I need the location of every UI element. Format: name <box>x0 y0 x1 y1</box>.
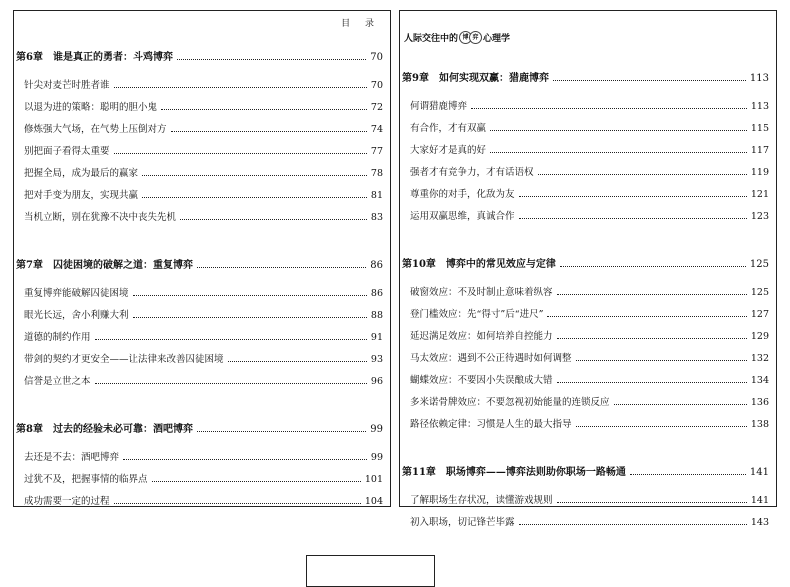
entry-title: 大家好才是真的好 <box>410 145 487 156</box>
entry-title: 带剑的契约才更安全——让法律来改善囚徒困境 <box>24 354 224 365</box>
entry-title: 把握全局，成为最后的赢家 <box>24 168 139 179</box>
toc-entry-row <box>14 466 390 488</box>
entry-title: 别把面子看得太重要 <box>24 146 110 157</box>
page-number: 70 <box>370 52 383 63</box>
entry-title: 眼光长远，舍小利赚大利 <box>24 310 129 321</box>
dot-leader <box>576 360 747 361</box>
dot-leader <box>197 431 366 432</box>
toc-entry-row <box>14 182 390 204</box>
entry-title: 去还是不去：酒吧博弈 <box>24 452 120 463</box>
entry-title: 当机立断，别在犹豫不决中丧失先机 <box>24 212 177 223</box>
page-number: 121 <box>750 189 769 200</box>
page-number: 72 <box>370 102 383 113</box>
entry-title: 修炼强大气场，在气势上压倒对方 <box>24 124 167 135</box>
toc-entry-row <box>400 115 776 137</box>
toc-entry-row <box>14 94 390 116</box>
page-number: 83 <box>370 212 383 223</box>
dot-leader <box>114 87 367 88</box>
dot-leader <box>133 317 367 318</box>
toc-chapter-row <box>14 416 390 438</box>
dot-leader <box>557 502 747 503</box>
book-title-suffix: 心理学 <box>483 34 511 44</box>
dot-leader <box>114 503 361 504</box>
toc-entry-row <box>14 160 390 182</box>
toc-entry-row <box>400 301 776 323</box>
entry-title: 强者才有竞争力，才有话语权 <box>410 167 534 178</box>
dot-leader <box>114 153 367 154</box>
dot-leader <box>547 316 746 317</box>
chapter-title: 第9章 如何实现双赢：猎鹿博弈 <box>402 73 549 84</box>
entry-title: 把对手变为朋友，实现共赢 <box>24 190 139 201</box>
left-page <box>13 10 391 507</box>
toc-entry-row <box>400 181 776 203</box>
circle-glyph: 博 <box>459 31 472 44</box>
toc-entry-row <box>14 302 390 324</box>
toc-entry-row <box>14 280 390 302</box>
right-page <box>399 10 777 528</box>
dot-leader <box>228 361 367 362</box>
entry-title: 何谓猎鹿博弈 <box>410 101 468 112</box>
page-number: 125 <box>750 287 769 298</box>
toc-entry-row <box>14 444 390 466</box>
page-number: 123 <box>750 211 769 222</box>
page-number: 113 <box>749 73 769 84</box>
toc-entry-row <box>400 487 776 509</box>
page-number: 88 <box>370 310 383 321</box>
chapter-title: 第11章 职场博弈——博弈法则助你职场一路畅通 <box>402 467 626 478</box>
page-number: 104 <box>364 496 383 507</box>
toc-entry-row <box>400 389 776 411</box>
dot-leader <box>180 219 367 220</box>
toc-entry-row <box>14 116 390 138</box>
toc-entry-row <box>400 93 776 115</box>
dot-leader <box>171 131 367 132</box>
toc-entry-row <box>400 509 776 531</box>
page-number: 119 <box>750 167 769 178</box>
dot-leader <box>614 404 747 405</box>
dot-leader <box>519 524 747 525</box>
dot-leader <box>197 267 366 268</box>
toc-chapter-row <box>400 251 776 273</box>
toc-entry-row <box>400 159 776 181</box>
entry-title: 过犹不及，把握事情的临界点 <box>24 474 148 485</box>
page-number: 91 <box>370 332 383 343</box>
toc-header: 目 录 <box>341 19 380 29</box>
dot-leader <box>557 338 747 339</box>
page-number: 99 <box>370 452 383 463</box>
page-number: 101 <box>364 474 383 485</box>
dot-leader <box>95 339 367 340</box>
book-title-prefix: 人际交往中的 <box>404 34 459 44</box>
page-number: 70 <box>370 80 383 91</box>
entry-title: 多米诺骨牌效应：不要忽视初始能量的连锁反应 <box>410 397 610 408</box>
page-number: 86 <box>370 288 383 299</box>
dot-leader <box>490 152 747 153</box>
page-number: 127 <box>750 309 769 320</box>
book-title-circle-logo <box>459 31 482 44</box>
page-number: 115 <box>750 123 769 134</box>
dot-leader <box>133 295 367 296</box>
dot-leader <box>471 108 747 109</box>
page-number: 78 <box>370 168 383 179</box>
dot-leader <box>490 130 747 131</box>
dot-leader <box>142 197 367 198</box>
entry-title: 重复博弈能破解囚徒困境 <box>24 288 129 299</box>
toc-entry-row <box>400 411 776 433</box>
chapter-title: 第10章 博弈中的常见效应与定律 <box>402 259 556 270</box>
toc-entry-row <box>14 368 390 390</box>
dot-leader <box>95 383 367 384</box>
toc-list-left <box>14 44 390 510</box>
entry-title: 尊重你的对手，化敌为友 <box>410 189 515 200</box>
entry-title: 信誉是立世之本 <box>24 376 91 387</box>
entry-title: 以退为进的策略：聪明的胆小鬼 <box>24 102 158 113</box>
toc-chapter-row <box>400 65 776 87</box>
toc-entry-row <box>14 324 390 346</box>
toc-chapter-row <box>400 459 776 481</box>
entry-title: 蝴蝶效应：不要因小失误酿成大错 <box>410 375 553 386</box>
chapter-title: 第7章 囚徒困境的破解之道：重复博弈 <box>16 260 193 271</box>
page-number: 141 <box>750 495 769 506</box>
toc-entry-row <box>14 138 390 160</box>
chapter-title: 第6章 谁是真正的勇者：斗鸡博弈 <box>16 52 173 63</box>
page-number: 125 <box>749 259 769 270</box>
entry-title: 延迟满足效应：如何培养自控能力 <box>410 331 553 342</box>
page-number: 129 <box>750 331 769 342</box>
dot-leader <box>576 426 747 427</box>
toc-chapter-row <box>14 252 390 274</box>
page-number: 143 <box>750 517 769 528</box>
book-title-header <box>404 31 510 44</box>
page-number: 74 <box>370 124 383 135</box>
toc-entry-row <box>400 323 776 345</box>
toc-entry-row <box>14 488 390 510</box>
entry-title: 了解职场生存状况，读懂游戏规则 <box>410 495 553 506</box>
entry-title: 针尖对麦芒时胜者谁 <box>24 80 110 91</box>
entry-title: 初入职场，切记锋芒毕露 <box>410 517 515 528</box>
dot-leader <box>152 481 361 482</box>
page-number: 86 <box>370 260 383 271</box>
toc-entry-row <box>14 346 390 368</box>
chapter-title: 第8章 过去的经验未必可靠：酒吧博弈 <box>16 424 193 435</box>
page-number: 117 <box>750 145 769 156</box>
page-number: 81 <box>370 190 383 201</box>
page-number: 99 <box>370 424 383 435</box>
dot-leader <box>557 294 747 295</box>
entry-title: 路径依赖定律：习惯是人生的最大指导 <box>410 419 572 430</box>
page-number: 134 <box>750 375 769 386</box>
entry-title: 道德的制约作用 <box>24 332 91 343</box>
circle-glyph: 弈 <box>469 31 482 44</box>
toc-entry-row <box>400 279 776 301</box>
dot-leader <box>123 459 367 460</box>
page-number: 93 <box>370 354 383 365</box>
entry-title: 有合作，才有双赢 <box>410 123 487 134</box>
dot-leader <box>538 174 747 175</box>
dot-leader <box>177 59 366 60</box>
entry-title: 成功需要一定的过程 <box>24 496 110 507</box>
dot-leader <box>142 175 367 176</box>
entry-title: 登门槛效应：先“得寸”后“进尺” <box>410 309 544 320</box>
page-number-box <box>306 555 435 587</box>
page-number: 136 <box>750 397 769 408</box>
toc-entry-row <box>400 367 776 389</box>
dot-leader <box>557 382 747 383</box>
page-number: 77 <box>370 146 383 157</box>
entry-title: 运用双赢思维，真诚合作 <box>410 211 515 222</box>
toc-entry-row <box>400 345 776 367</box>
dot-leader <box>553 80 746 81</box>
entry-title: 马太效应：遇到不公正待遇时如何调整 <box>410 353 572 364</box>
toc-entry-row <box>14 204 390 226</box>
page-number: 113 <box>750 101 769 112</box>
dot-leader <box>519 218 747 219</box>
toc-entry-row <box>14 72 390 94</box>
page-number: 141 <box>749 467 769 478</box>
dot-leader <box>630 474 746 475</box>
dot-leader <box>560 266 746 267</box>
dot-leader <box>519 196 747 197</box>
toc-entry-row <box>400 137 776 159</box>
entry-title: 破窗效应：不及时制止意味着纵容 <box>410 287 553 298</box>
page-number: 132 <box>750 353 769 364</box>
toc-entry-row <box>400 203 776 225</box>
page-number: 138 <box>750 419 769 430</box>
page-number: 96 <box>370 376 383 387</box>
toc-chapter-row <box>14 44 390 66</box>
dot-leader <box>161 109 367 110</box>
toc-list-right <box>400 65 776 531</box>
